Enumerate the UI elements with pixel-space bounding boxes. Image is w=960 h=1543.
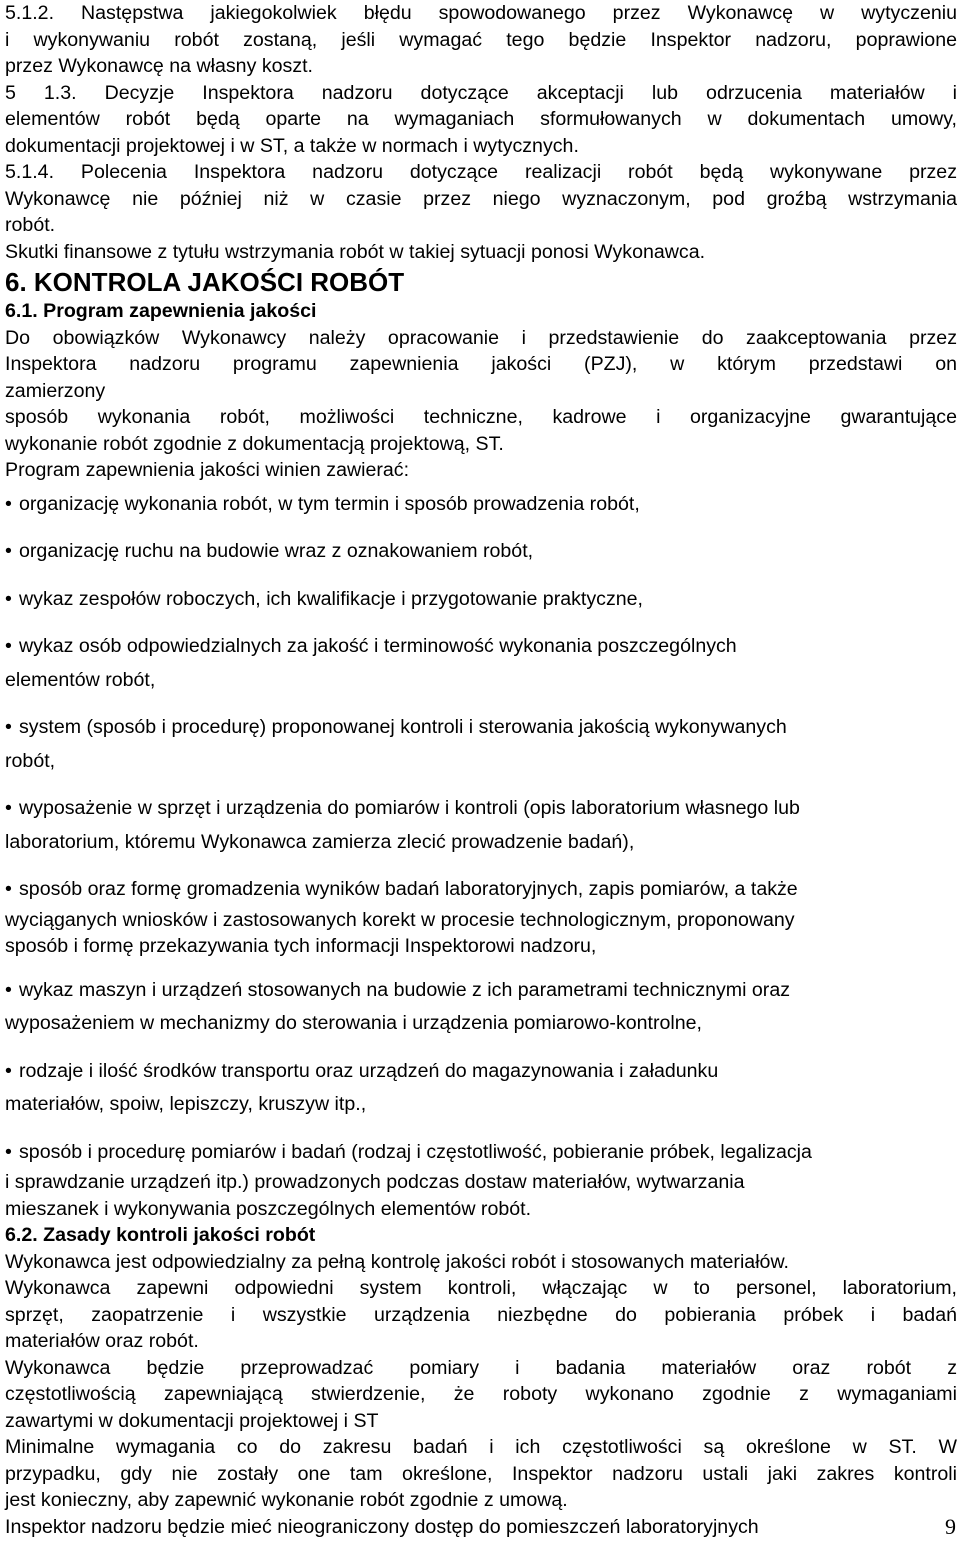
bullet-icon: • xyxy=(5,716,12,738)
bullet-icon: • xyxy=(5,878,12,900)
list-item-line: i sprawdzanie urządzeń itp.) prowadzonych podczas dostaw materiałów, wytwarzania xyxy=(5,1171,745,1193)
list-item-line: sposób i formę przekazywania tych informacji Inspektorowi nadzoru, xyxy=(5,935,597,957)
list-item xyxy=(5,1136,957,1223)
list-item-line xyxy=(5,535,957,569)
text-line: dokumentacji projektowej i w ST, a także w normach i wytycznych. xyxy=(5,134,579,157)
text-line: 5.1.2. Następstwa jakiegokolwiek błędu spowodowanego przez Wykonawcę w wytyczeniu xyxy=(5,2,957,24)
text-line: częstotliwością zapewniającą stwierdzenie, że roboty wykonano zgodnie z wymaganiami xyxy=(5,1383,957,1405)
bullet-icon: • xyxy=(5,978,12,1001)
list-item xyxy=(5,873,957,960)
text-line: Program zapewnienia jakości winien zawierać: xyxy=(5,459,410,481)
list-item-line xyxy=(5,711,957,745)
text-line: przez Wykonawcę na własny koszt. xyxy=(5,55,313,77)
list-item xyxy=(5,630,957,697)
list-item-text: system (sposób i procedurę) proponowanej kontroli i sterowania jakością wykonywanych xyxy=(19,716,787,738)
text-line: robót. xyxy=(5,214,56,236)
bullet-icon: • xyxy=(5,1059,12,1082)
list-item xyxy=(5,583,957,617)
list-item-line xyxy=(5,1055,957,1089)
section-heading-6: 6. KONTROLA JAKOŚCI ROBÓT xyxy=(5,267,405,297)
list-item xyxy=(5,1055,957,1122)
text-line: zamierzony xyxy=(5,379,106,402)
paragraph-consequences xyxy=(5,239,957,266)
bullet-icon: • xyxy=(5,492,12,515)
list-item-line xyxy=(5,974,957,1008)
bullet-icon: • xyxy=(5,797,12,819)
list-item-line: materiałów, spoiw, lepiszczy, kruszyw itp., xyxy=(5,1093,367,1115)
list-item xyxy=(5,792,957,859)
list-item-text: wykaz maszyn i urządzeń stosowanych na budowie z ich parametrami technicznymi oraz xyxy=(19,978,791,1001)
text-line: wykonanie robót zgodnie z dokumentacją projektową, ST. xyxy=(5,432,504,455)
text-line: elementów robót będą oparte na wymaganiach sformułowanych w dokumentach umowy, xyxy=(5,108,957,130)
list-item-line: mieszanek i wykonywania poszczególnych elementów robót. xyxy=(5,1197,532,1220)
list-item-text: organizację ruchu na budowie wraz z oznakowaniem robót, xyxy=(19,540,534,562)
list-item-text: sposób i procedurę pomiarów i badań (rodzaj i częstotliwość, pobieranie próbek, legalizacja xyxy=(19,1140,812,1163)
list-item-text: sposób oraz formę gromadzenia wyników badań laboratoryjnych, zapis pomiarów, a także xyxy=(19,878,798,900)
list-item xyxy=(5,974,957,1041)
text-line: Inspektor nadzoru będzie mieć nieograniczony dostęp do pomieszczeń laboratoryjnych xyxy=(5,1515,759,1538)
text-line: Minimalne wymagania co do zakresu badań i ich częstotliwości są określone w ST. W xyxy=(5,1436,957,1458)
text-line: jest konieczny, aby zapewnić wykonanie robót zgodnie z umową. xyxy=(5,1489,568,1511)
page-number: 9 xyxy=(945,1514,956,1539)
text-line: Wykonawca jest odpowiedzialny za pełną kontrolę jakości robót i stosowanych materiałów. xyxy=(5,1250,789,1273)
list-item xyxy=(5,488,957,522)
list-item-line xyxy=(5,630,957,664)
text-line: Inspektora nadzoru programu zapewnienia jakości (PZJ), w którym przedstawi on xyxy=(5,353,957,375)
text-line: zawartymi w dokumentacji projektowej i ST xyxy=(5,1409,379,1432)
list-item-line xyxy=(5,583,957,617)
paragraph-5-1-3 xyxy=(5,80,957,160)
text-line: sprzęt, zaopatrzenie i wszystkie urządzenia niezbędne do pobierania próbek i badań xyxy=(5,1303,957,1326)
subsection-heading-6-1: 6.1. Program zapewnienia jakości xyxy=(5,300,317,322)
paragraph-5-1-4 xyxy=(5,159,957,239)
bullet-icon: • xyxy=(5,587,12,610)
text-line: sposób wykonania robót, możliwości techniczne, kadrowe i organizacyjne gwarantujące xyxy=(5,406,957,428)
bullet-icon: • xyxy=(5,635,12,657)
list-item-text: organizację wykonania robót, w tym termin i sposób prowadzenia robót, xyxy=(19,492,640,515)
list-item-line: elementów robót, xyxy=(5,668,156,691)
text-line: Wykonawcę nie później niż w czasie przez niego wyznaczonym, pod groźbą wstrzymania xyxy=(5,187,957,210)
list-item-line: laboratorium, któremu Wykonawca zamierza zlecić prowadzenie badań), xyxy=(5,830,635,853)
list-item-text: wykaz zespołów roboczych, ich kwalifikacje i przygotowanie praktyczne, xyxy=(19,587,643,610)
list-item-line: wyposażeniem w mechanizmy do sterowania i urządzenia pomiarowo-kontrolne, xyxy=(5,1012,702,1034)
list-item-line: wyciąganych wniosków i zastosowanych korekt w procesie technologicznym, proponowany xyxy=(5,908,795,931)
list-item-text: wyposażenie w sprzęt i urządzenia do pomiarów i kontroli (opis laboratorium własnego lub xyxy=(19,797,800,819)
text-line: przypadku, gdy nie zostały one tam określone, Inspektor nadzoru ustali jaki zakres kontroli xyxy=(5,1462,957,1485)
text-line: Skutki finansowe z tytułu wstrzymania robót w takiej sytuacji ponosi Wykonawca. xyxy=(5,240,706,263)
text-line: 5 1.3. Decyzje Inspektora nadzoru dotyczące akceptacji lub odrzucenia materiałów i xyxy=(5,81,957,104)
list-item-line xyxy=(5,488,957,522)
program-contents-list xyxy=(5,488,957,1223)
list-item-text: rodzaje i ilość środków transportu oraz urządzeń do magazynowania i załadunku xyxy=(19,1059,719,1082)
list-item-line xyxy=(5,873,957,907)
bullet-icon: • xyxy=(5,540,12,562)
document-page xyxy=(5,0,957,1540)
text-line: 5.1.4. Polecenia Inspektora nadzoru dotyczące realizacji robót będą wykonywane przez xyxy=(5,161,957,183)
list-item-text: wykaz osób odpowiedzialnych za jakość i terminowość wykonania poszczególnych xyxy=(19,635,737,657)
list-item-line: robót, xyxy=(5,749,56,772)
paragraph-5-1-2 xyxy=(5,0,957,80)
list-item-line xyxy=(5,1136,957,1170)
list-item-line xyxy=(5,792,957,826)
text-line: Wykonawca będzie przeprowadzać pomiary i badania materiałów oraz robót z xyxy=(5,1356,957,1379)
text-line: materiałów oraz robót. xyxy=(5,1330,199,1352)
paragraph-6-2 xyxy=(5,1249,957,1541)
subsection-heading-6-2: 6.2. Zasady kontroli jakości robót xyxy=(5,1224,316,1246)
paragraph-program-intro xyxy=(5,457,957,484)
text-line: Do obowiązków Wykonawcy należy opracowanie i przedstawienie do zaakceptowania przez xyxy=(5,326,957,349)
text-line: i wykonywaniu robót zostaną, jeśli wymagać tego będzie Inspektor nadzoru, poprawione xyxy=(5,28,957,51)
bullet-icon: • xyxy=(5,1140,12,1163)
text-line: Wykonawca zapewni odpowiedni system kontroli, włączając w to personel, laboratorium, xyxy=(5,1277,957,1299)
paragraph-6-1 xyxy=(5,325,957,458)
list-item xyxy=(5,711,957,778)
list-item xyxy=(5,535,957,569)
